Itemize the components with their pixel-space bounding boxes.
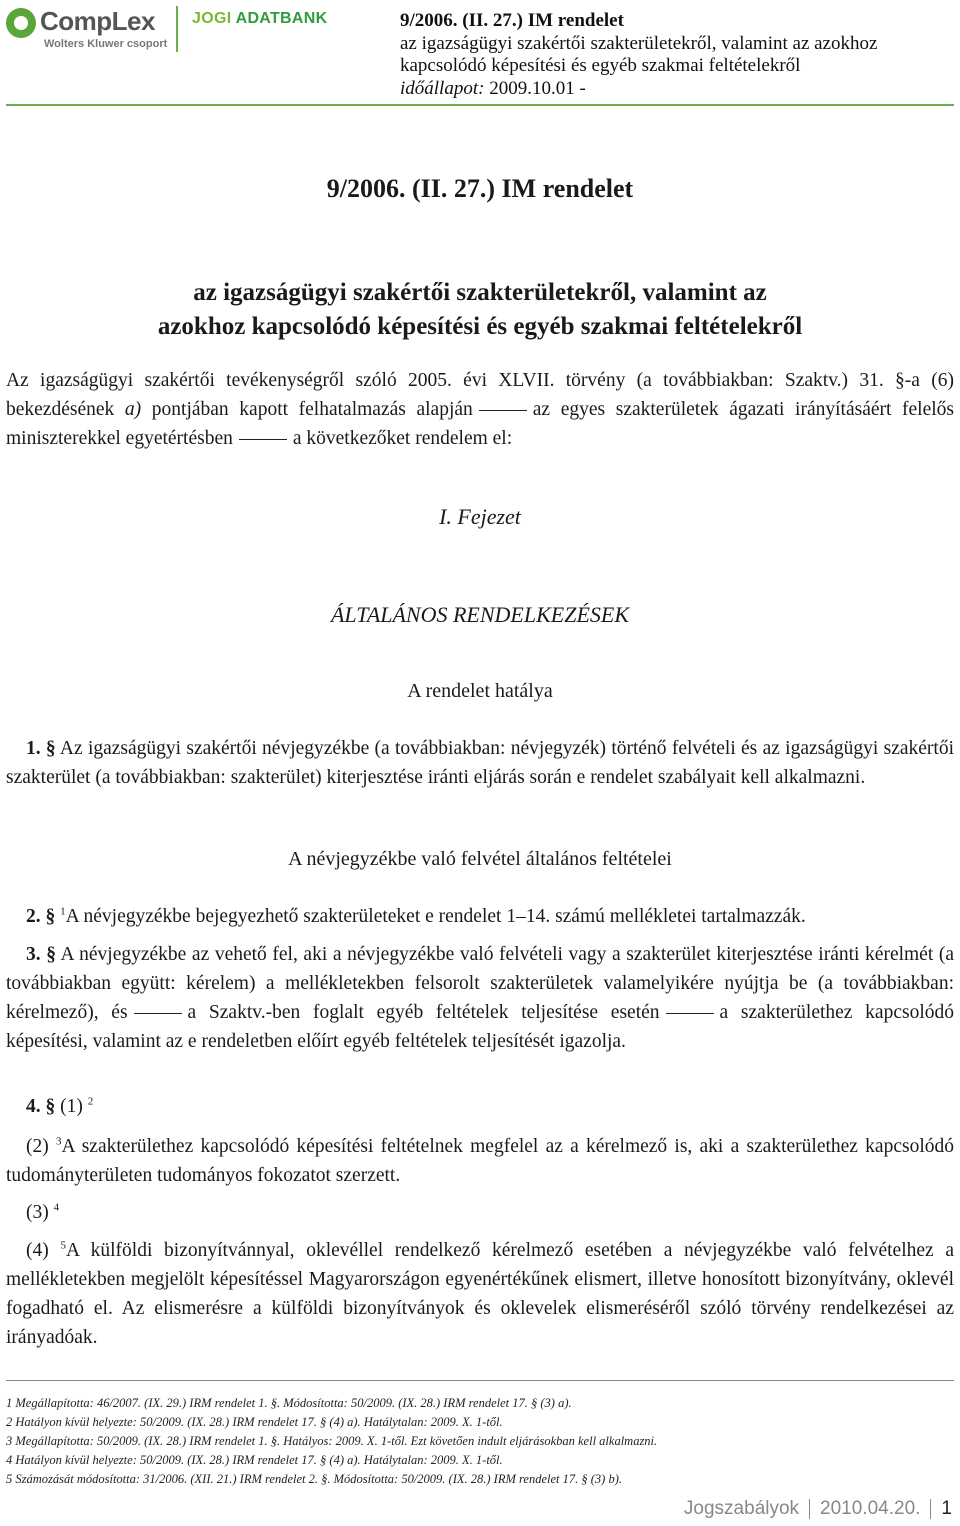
- footer-label: Jogszabályok: [683, 1498, 800, 1519]
- header-line-3: kapcsolódó képesítési és egyéb szakmai feltételekről: [400, 55, 801, 76]
- preamble: Az igazságügyi szakértői tevékenységről szóló 2005. évi XLVII. törvény (a továbbiakban: Szaktv.) 31. §-a (6) bekezdésének a) pontjában kapott felhatalmazás alapján az egyes szakterületek ágazati irányításáért felelős miniszterekkel egyetértésben a következőket rendelem el:: [6, 370, 955, 449]
- section-4-1: 4. § (1) $^2$: [6, 1092, 954, 1121]
- page-footer: [684, 1498, 952, 1520]
- header-divider: [176, 6, 178, 52]
- footnote-5: 5 Számozását módosította: 31/2006. (XII. 21.) IRM rendelet 2. §. Módosította: 50/2009. (IX. 28.) IRM rendelet 17. § (3) b).: [6, 1472, 622, 1486]
- footnote-3: 3 Megállapította: 50/2009. (IX. 28.) IRM rendelet 1. §. Hatályos: 2009. X. 1-től. Ezt követően indult eljárásokban kell alkalmazni.: [6, 1434, 658, 1448]
- footnote-1: 1 Megállapította: 46/2007. (IX. 29.) IRM rendelet 1. §. Módosította: 50/2009. (IX. 28.) IRM rendelet 17. § (3) a).: [6, 1396, 572, 1410]
- dash: [239, 439, 287, 440]
- footnote-ref[interactable]: 3: [55, 1135, 62, 1148]
- chapter-heading: I. Fejezet: [439, 504, 521, 529]
- subheading-general-conditions: A névjegyzékbe való felvétel általános feltételei: [288, 848, 672, 870]
- dash: [134, 1013, 182, 1014]
- footnote-ref[interactable]: 2: [87, 1095, 94, 1108]
- footnote-4: 4 Hatályon kívül helyezte: 50/2009. (IX. 28.) IRM rendelet 17. § (4) a). Hatálytalan: 2009. X. 1-től.: [6, 1453, 503, 1467]
- complex-logo-subtitle: Wolters Kluwer csoport: [44, 38, 168, 50]
- section-number: 2. §: [26, 906, 56, 927]
- logo-rest: ADATBANK: [235, 10, 328, 27]
- section-4-4: (4) $^5$A külföldi bizonyítvánnyal, oklevéllel rendelkező kérelmező esetében a névjegyzékbe való felvételhez a mellékletekben megjelölt képesítéssel Magyarországon egyenértékűnek elismert, illetve honosított bizonyítvány, oklevél fogadható el. Az elismerésre a külföldi bizonyítványok és oklevelek elismeréséről szóló törvény rendelkezései az irányadóak.: [6, 1239, 955, 1348]
- section-number: 1. §: [26, 738, 56, 759]
- footer-separator: [930, 1499, 931, 1519]
- section-number: 3. §: [26, 944, 56, 965]
- document-subtitle: az igazságügyi szakértői szakterületekről, valamint az azokhoz kapcsolódó képesítési és egyéb szakmai feltételekről: [157, 279, 803, 340]
- section-3: 3. § A névjegyzékbe az vehető fel, aki a névjegyzékbe való felvételi vagy a szakterület kiterjesztése iránti kérelmét (a továbbiakban együtt: kérelem) a mellékletekben felsorolt szakterületek valamelyikére nyújtja be (a továbbiakban: kérelmező), és a Szaktv.-ben foglalt egyéb feltételek teljesítése esetén a szakterülethez kapcsolódó képesítési, valamint az e rendeletben előírt egyéb feltételek teljesítését igazolja.: [6, 944, 955, 1052]
- complex-logo: [6, 4, 166, 50]
- section-number: 4. §: [26, 1096, 56, 1117]
- footnote-ref[interactable]: 4: [53, 1201, 60, 1214]
- dash: [479, 410, 527, 411]
- complex-logo-icon: [6, 8, 36, 38]
- complex-logo-name: CompLex: [40, 6, 155, 36]
- footer-date: 2010.04.20.: [820, 1498, 921, 1519]
- page-number: 1: [941, 1498, 952, 1519]
- section-4-2: (2) $^3$A szakterülethez kapcsolódó képesítési feltételnek megfelel az a kérelmező is, aki a szakterülethez kapcsolódó tudományterületen tudományos fokozatot szerzett.: [6, 1135, 955, 1186]
- footnote-2: 2 Hatályon kívül helyezte: 50/2009. (IX. 28.) IRM rendelet 17. § (4) a). Hatálytalan: 2009. X. 1-től.: [6, 1415, 503, 1429]
- header-line-2: az igazságügyi szakértői szakterületekről, valamint az azokhoz: [400, 32, 878, 54]
- footnote-ref[interactable]: 5: [60, 1239, 66, 1252]
- header-document-info: [400, 10, 877, 100]
- section-1: 1. § Az igazságügyi szakértői névjegyzékbe (a továbbiakban: névjegyzék) történő felvételi és az igazságügyi szakértői szakterület (a továbbiakban: szakterület) kiterjesztése iránti eljárás során e rendelet szabályait kell alkalmazni.: [6, 738, 954, 788]
- document-title: 9/2006. (II. 27.) IM rendelet: [326, 174, 634, 203]
- jogi-adatbank-logo: [192, 10, 327, 28]
- header-line-1: 9/2006. (II. 27.) IM rendelet: [400, 10, 624, 31]
- section-4-3: (3) $^4$: [26, 1201, 60, 1223]
- header-line-4: időállapot: 2009.10.01 -: [400, 77, 586, 99]
- logo-prefix: JOGI: [192, 10, 232, 27]
- footer-separator: [809, 1499, 810, 1519]
- header-rule: [6, 104, 954, 106]
- section-2: 2. § $^1$A névjegyzékbe bejegyezhető szakterületeket e rendelet 1–14. számú mellékletei tartalmazzák.: [6, 902, 954, 931]
- subheading-scope: A rendelet hatálya: [407, 680, 553, 702]
- chapter-title: ÁLTALÁNOS RENDELKEZÉSEK: [330, 602, 630, 627]
- footnote-ref[interactable]: 1: [60, 905, 66, 918]
- dash: [666, 1013, 714, 1014]
- footnote-rule: [6, 1380, 954, 1381]
